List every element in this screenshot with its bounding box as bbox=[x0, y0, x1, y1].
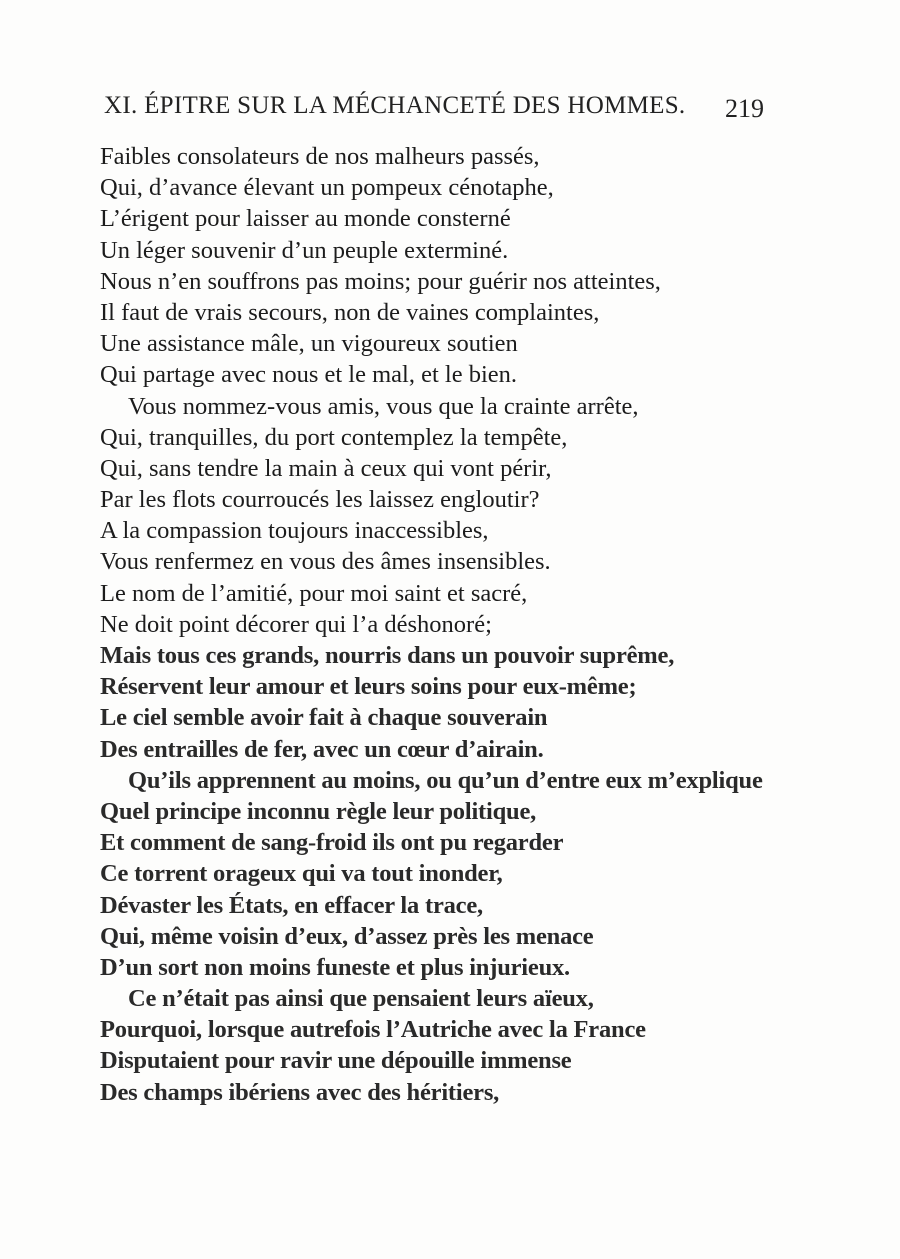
verse-line: Mais tous ces grands, nourris dans un pouvoir suprême, bbox=[100, 642, 675, 669]
verse-line: Nous n’en souffrons pas moins; pour guérir nos atteintes, bbox=[100, 267, 661, 295]
verse-line: Et comment de sang-froid ils ont pu regarder bbox=[100, 829, 564, 857]
verse-line: Qui partage avec nous et le mal, et le bien. bbox=[100, 361, 518, 389]
verse-line: Dévaster les États, en effacer la trace, bbox=[100, 891, 483, 919]
verse-line: Des champs ibériens avec des héritiers, bbox=[100, 1078, 500, 1106]
running-title: XI. ÉPITRE SUR LA MÉCHANCETÉ DES HOMMES. bbox=[104, 92, 686, 119]
verse-line: A la compassion toujours inaccessibles, bbox=[100, 517, 489, 545]
verse-line: Qui, sans tendre la main à ceux qui vont périr, bbox=[100, 454, 552, 482]
verse-line: Quel principe inconnu règle leur politique, bbox=[100, 797, 537, 825]
verse-line: Le nom de l’amitié, pour moi saint et sacré, bbox=[100, 579, 528, 607]
verse-line: Qui, d’avance élevant un pompeux cénotaphe, bbox=[100, 174, 554, 202]
verse-line: Une assistance mâle, un vigoureux soutien bbox=[100, 330, 518, 358]
verse-line: L’érigent pour laisser au monde consterné bbox=[100, 205, 511, 233]
verse-line: Pourquoi, lorsque autrefois l’Autriche avec la France bbox=[100, 1016, 646, 1044]
verse-line: Ce n’était pas ainsi que pensaient leurs aïeux, bbox=[128, 985, 594, 1013]
verse-line: Un léger souvenir d’un peuple exterminé. bbox=[100, 236, 509, 264]
verse-line: Faibles consolateurs de nos malheurs passés, bbox=[100, 143, 540, 170]
verse-line: Qui, tranquilles, du port contemplez la tempête, bbox=[100, 423, 568, 451]
verse-line: Disputaient pour ravir une dépouille immense bbox=[100, 1047, 572, 1075]
verse-line: Ce torrent orageux qui va tout inonder, bbox=[100, 860, 503, 888]
verse-line: Vous renfermez en vous des âmes insensibles. bbox=[100, 548, 551, 576]
verse-line: Qu’ils apprennent au moins, ou qu’un d’entre eux m’explique bbox=[128, 766, 763, 794]
verse-line: Des entrailles de fer, avec un cœur d’airain. bbox=[100, 735, 544, 763]
verse-line: Par les flots courroucés les laissez engloutir? bbox=[100, 486, 540, 514]
verse-line: Le ciel semble avoir fait à chaque souverain bbox=[100, 704, 548, 732]
verse-line: Il faut de vrais secours, non de vaines complaintes, bbox=[100, 298, 600, 326]
page-number: 219 bbox=[725, 94, 764, 123]
verse-line: Vous nommez-vous amis, vous que la crainte arrête, bbox=[128, 392, 639, 420]
verse-line: D’un sort non moins funeste et plus injurieux. bbox=[100, 953, 570, 981]
poem-body bbox=[100, 141, 780, 1108]
verse-line: Ne doit point décorer qui l’a déshonoré; bbox=[100, 610, 492, 638]
verse-line: Réservent leur amour et leurs soins pour eux-même; bbox=[100, 673, 637, 701]
verse-line: Qui, même voisin d’eux, d’assez près les menace bbox=[100, 922, 594, 950]
page-header bbox=[104, 92, 764, 128]
